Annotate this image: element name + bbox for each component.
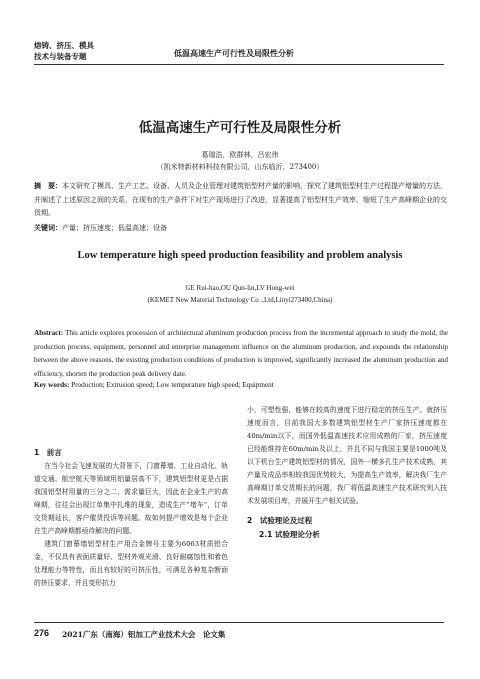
chinese-keywords <box>34 223 448 233</box>
section-1-heading: 1 前言 <box>34 448 62 457</box>
chinese-keywords-label: 关键词： <box>34 224 62 232</box>
section-2-1-heading: 2.1 试验理论分析 <box>259 530 320 539</box>
page-number: 276 <box>34 628 50 638</box>
section-2-heading: 2 试验理论及过程 <box>247 516 313 525</box>
chinese-authors: 葛瑞浩，欧群林，吕宏伟 <box>201 151 279 159</box>
chinese-abstract <box>34 180 448 221</box>
english-affiliation: (KEMET New Material Technology Co .,Ltd,Linyi273400,China) <box>147 296 333 304</box>
chinese-abstract-label: 摘 要： <box>34 182 62 190</box>
chinese-keywords-text: 产量；挤压速度；低温高速；设备 <box>62 224 167 232</box>
journal-section-label <box>34 40 94 62</box>
english-title: Low temperature high speed production feasibility and problem analysis <box>77 250 403 261</box>
section-1-paragraph-2-start: 建筑门窗幕墙铝型材生产用合金牌号主要为6063材质铝合金，不仅具有表面质量好、型材外观光滑、良好耐腐蚀性和着色处理能力等特性，而且有较好的可挤压性，可满足各种复杂断面的挤压要求，并且变形抗力 <box>34 540 228 587</box>
chinese-abstract-text: 本文研究了模具、生产工艺、设备、人员及企业管理对建筑铝型材产量的影响，探究了建筑铝型材生产过程提产增量的方法，并阐述了上述原因之间的关系，在现有的生产条件下对生产现场进行了改进，显著提高了铝型材生产效率，缩短了生产高峰期企业的交货期。 <box>34 182 447 217</box>
conference-title: 2021广东（南海）铝加工产业技术大会 论文集 <box>62 630 226 639</box>
chinese-title: 低温高速生产可行性及局限性分析 <box>138 120 342 136</box>
journal-section-line2: 技术与装备专题 <box>34 52 87 61</box>
header-divider <box>34 64 444 65</box>
english-authors: GE Rui-hao,OU Qun-lin,LV Hong-wei <box>185 284 295 292</box>
english-keywords <box>34 381 448 389</box>
english-keywords-text: Production; Extrusion speed; Low temperature high speed; Equipment <box>71 381 274 389</box>
english-abstract <box>34 327 448 381</box>
body-right-column <box>247 404 447 542</box>
chinese-affiliation: （凯米特新材料科技有限公司，山东临沂，273400） <box>156 163 324 171</box>
english-abstract-label: Abstract: <box>34 329 64 337</box>
footer-divider <box>34 622 444 623</box>
english-keywords-label: Key words: <box>34 381 70 389</box>
section-1-paragraph-2-continued: 小，可塑性强，能够在较高的速度下进行稳定的挤压生产。就挤压速度而言，目前我国大多数建筑铝型材生产厂家挤压速度都在40m/min以下，而国外低温高速技术应用成熟的厂家，挤压速度已经能维持在60m/min及以上，并且不同与我国主要是1000吨及以下机台生产建筑铝型材的情况，国外一横多孔生产技术成熟，其产量及成品率相较我国优势较大，为提高生产效率，解决我厂生产高峰期订单交货期长的问题，我厂将低温高速生产技术研究列入技术发展项目库，并展开生产相关试验。 <box>247 406 447 505</box>
section-1-paragraph-1: 在当今社会飞速发展的大背景下，门窗幕墙、工业自动化、轨道交通、航空航天等领域用铝量居高不下，建筑铝型材更是占据我国铝型材用量的三分之二，需求量巨大，因此在企业生产的高峰期，往往会出现订单集中扎堆的现象，造成生产“堵车”，订单交货期延长，客户催货投诉等问题。故如何提产增效是每个企业在生产高峰期都亟待解决的问题。 <box>34 462 228 535</box>
journal-section-line1: 熔铸、挤压、模具 <box>34 41 94 50</box>
running-title: 低温高速生产可行性及局限性分析 <box>174 49 294 58</box>
english-abstract-text: This article explores procession of architectural aluminum production process from the incremental approach to study the mold, the production process, equipment, personnel and enterprise management influence on the aluminum production, and expounds the relationship between the above reasons, the existing production conditions of production is improved, significantly increased the aluminum production and efficiency, shorten the production peak delivery date. <box>34 329 448 378</box>
body-left-column <box>34 446 228 590</box>
